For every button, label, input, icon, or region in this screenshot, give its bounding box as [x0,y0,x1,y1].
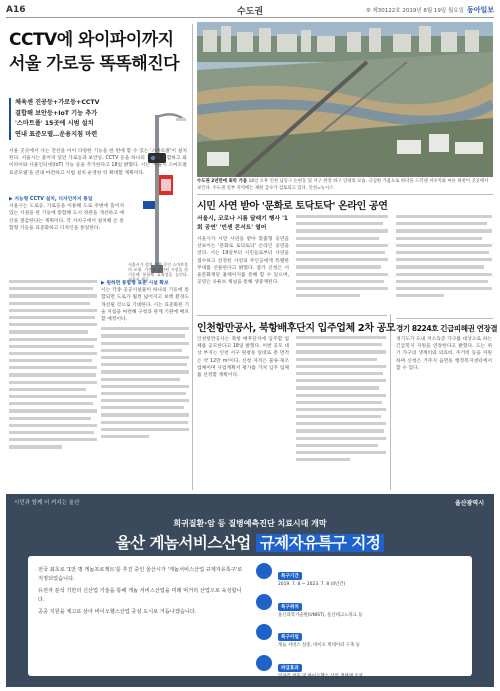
lead-photo-caption-block [9,196,124,272]
ad-card-tag: 특구기간 [278,572,302,580]
article-body: 인천항만공사는 북항 배후단지에 입주할 업체를 공모한다고 18일 밝혔다. 이번 공모 대상 부지는 인천 서구 원창동 일대로 총 면적은 약 12만 m²이다. 신청 자격은 물류·제조업체이며 사업계획서 평가를 거쳐 입주 업체를 선정할 계획이다. [197,337,289,379]
ad-paragraph: 공공 지원을 제고로 삼아 바이오헬스산업 중심 도시로 거듭나겠습니다. [38,609,197,615]
text-lines [296,215,388,311]
ad-kicker: 희귀질환·암 등 질병예측진단 치료시대 개막 [173,519,327,528]
dna-icon [256,624,272,640]
article-body: 경기도가 도내 저소득층 가구를 대상으로 하는 긴급복지 지원을 연장한다고 밝혔다. 도는 위기 가구의 생계비와 의료비, 주거비 등을 지원하며 신청은 거주지 읍면동 행정복지센터에서 할 수 있다. [396,337,492,371]
text-lines [396,215,492,311]
photo-caption-text: 18일 오후 인천 남동구 논현동 및 서구 한강 하구 일대의 모습. 극심한 가뭄으로 바닥을 드러낸 저수지와 마른 하천이 곳곳에서 보인다. 수도권 일부 지역에는 제한 급수가 검토되고 있다. 인천=뉴시스 [197,179,489,191]
issue-meta [366,5,494,15]
photo-caption-title: 수도권 2년만에 최악 가뭄 [197,179,248,184]
ulsan-advertisement[interactable] [6,494,494,687]
drought-aerial-photo [197,22,493,177]
ad-card-text: 게놈 서비스 실증, 바이오 빅데이터 구축 등 [278,643,360,648]
article-body: 서울시가 시민 사연을 받아 맞춤형 공연을 선보이는 '문화로 토닥토닥' 온라인 공연을 연다. 시는 19일부터 시민들로부터 사연을 접수하고 선정된 사연의 주인공에게 특별한 무대를 선물한다고 밝혔다. 참가 신청은 서울문화재단 홈페이지를 통해 할 수 있으며, 공연은 유튜브 채널을 통해 생중계된다. [197,237,289,286]
calendar-icon [256,563,272,579]
article-headline[interactable]: 경기 8224호 긴급피해권 연장결 [396,324,498,333]
ad-title-highlight: 규제자유특구 지정 [256,534,385,552]
chart-icon [256,655,272,671]
pole-caption: 서울시가 설치 계획 중인 스마트폴의 모형. 기존에 분산된 시설을 한 기둥에 통합해 효율성을 높인다. 서울시 제공 [128,262,188,282]
ad-slogan: 시민과 함께 더 커지는 울산 [14,500,80,506]
ad-description [38,566,246,620]
ad-title-plain: 울산 게놈서비스산업 [115,534,251,552]
lead-paragraph: 서울 곳곳에서 사는 전선을 이어 다양한 기능을 한 번에 할 수 있는 '스마트폴'이 설치된다. 서울시는 흩어져 있던 가로등과 보안등, CCTV 등을 하나의 기둥에 통합하고 와이파이와 사물인터넷(IoT) 기능 등을 추가한다고 18일 밝혔다. [9,149,187,169]
newspaper-logo[interactable]: 동아일보 [466,6,494,14]
location-pin-icon [256,594,272,610]
text-lines [101,327,189,438]
article-divider [197,194,493,195]
subhead-line: '스마트폴' 15곳에 시범 설치 [15,120,94,127]
article-headline[interactable]: 시민 사연 받아 '문화로 토닥토닥' 온라인 공연 [197,201,388,212]
article-divider [197,315,387,316]
article-divider [396,318,493,319]
subhead-line: 체육센 진공등+가로등+CCTV [15,99,100,106]
article-lead: 서울시, 코로나 시름 달래기 행사 '1회 공연' '빈센 콘서트' 열어 [197,216,288,231]
ad-card [256,593,464,620]
page-number: A16 [6,5,26,15]
lead-subheads [9,98,129,140]
page-header [6,3,494,17]
headline-line-1: CCTV에 와이파이까지 [9,30,174,50]
subhead-line: 결합해 보안등+IoT 기능 추가 [15,109,98,117]
lead-body-column-b [101,280,189,490]
lead-body-intro [9,148,187,194]
ad-title [6,531,494,553]
issue-info: ⑨ 제30122호 2019년 8월 19일 월요일 [365,8,464,14]
ad-paragraph: 전국 최초로 '1만 명 게놈프로젝트'를 추진 중인 울산시가 '게놈서비스산업 규제자유특구'로 지정되었습니다. [38,567,243,582]
header-divider [6,17,494,18]
column-divider [192,24,193,490]
headline-line-2: 서울 가로등 똑똑해진다 [9,54,180,74]
text-lines [9,280,97,449]
lead-paragraph: 서울시는 도로등, 가로등을 이용해 도로 주변에 흩어져 있는 시설을 한 기둥에 통합해 도시 경관을 개선하고 예산을 절감한다는 계획이다. 각 자치구에서 설치해 온 통합형 기둥을 표준화하고 디자인을 통일한다. [9,204,124,231]
lead-headline [9,28,184,76]
ad-card [256,654,464,681]
lead-subheading: ▶ 원하면 통합형 표준 시설 확보 [101,281,169,286]
ad-feature-cards [256,562,464,684]
lead-body-column-a [9,280,97,490]
ad-card-text: 일자리 창출 및 바이오헬스 산업 생태계 조성 [278,673,363,679]
lead-paragraph: 시는 각종 공공시설물이 하나의 기둥에 통합되면 도로가 훨씬 넓어지고 보행 환경도 개선될 것으로 기대한다. 시는 표준화된 기술 지침을 마련해 구청과 관계 기관에 배포할 예정이다. [101,288,189,323]
lead-subheading: ▶ 지능형 CCTV 설치, 디자인까지 통일 [9,197,93,202]
ad-info-panel [28,556,472,679]
ad-card-tag: 파급효과 [278,664,302,672]
ad-card-text: 2019. 7. 8 ~ 2023. 7. 8 (4년간) [278,582,346,587]
column-divider [390,314,391,490]
text-lines [296,336,386,486]
ad-card [256,623,464,650]
ad-card [256,562,464,589]
ad-card-tag: 특구위치 [278,603,302,611]
ad-paragraph: 유전자 분석 기반의 신산업 기술을 통해 게놈 서비스산업을 미래 먹거리 산업으로 육성합니다. [38,588,242,603]
section-title: 수도권 [236,6,264,17]
ad-card-text: 울산과학기술원(UNIST), 울산테크노파크 등 [278,612,363,618]
lead-paragraph: 시는 '서울시 스마트폴 표준모델'을 연내 마련하고 시범 설치 운영한 뒤 확대할 계획이다. [9,163,188,176]
article-headline[interactable]: 인천항만공사, 북항배후단지 입주업체 2차 공모 [197,323,396,334]
ad-logo: 울산광역시 [455,500,484,507]
subhead-line: 연내 표준모델…운용지침 마련 [15,130,98,138]
photo-caption [197,179,493,192]
ad-card-tag: 특구사업 [278,633,302,641]
